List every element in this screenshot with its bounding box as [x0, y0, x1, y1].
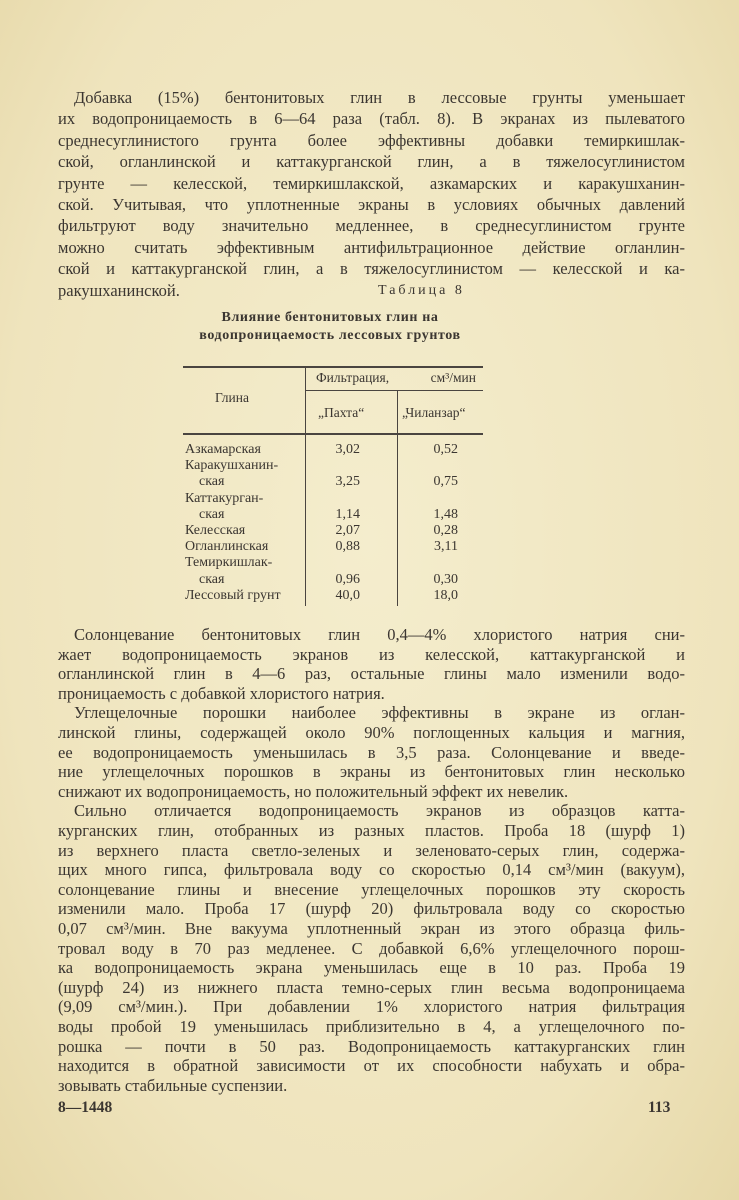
pakhta-value: 0,88: [335, 539, 360, 555]
text-line: ской, огланлинской и каттакурганской глин, а в тяжелосуглинистом: [58, 152, 685, 172]
clay-name: Каракушханин-: [185, 458, 279, 474]
clay-name: Лессовый грунт: [185, 587, 281, 603]
printer-signature: 8—1448: [58, 1099, 113, 1116]
table-top-rule: [183, 366, 483, 368]
chilanzar-value: 0,30: [433, 571, 458, 587]
text-line: Сильно отличается водопроницаемость экранов из образцов катта-: [74, 801, 685, 821]
header-filtration: Фильтрация, см³/мин: [316, 370, 476, 385]
text-line: зовывать стабильные суспензии.: [58, 1075, 288, 1095]
text-line: ка водопроницаемость экрана уменьшилась еще в 10 раз. Проба 19: [58, 958, 685, 978]
header-sub-rule: [305, 390, 483, 391]
text-line: ской. Учитывая, что уплотненные экраны в условиях обычных давлений: [58, 195, 685, 214]
text-line: огланлинской глин в 4—6 раз, остальные глины мало изменили водо-: [58, 664, 685, 684]
pakhta-value: 3,25: [335, 474, 360, 490]
text-line: воды пробой 19 уменьшилась приблизительно в 4, а углещелочного по-: [58, 1017, 685, 1036]
text-line: находится в обратной зависимости от их способности набухать и обра-: [58, 1056, 685, 1076]
pakhta-value: 3,02: [335, 442, 360, 457]
chilanzar-value: 18,0: [433, 587, 458, 603]
text-line: снижают их водопроницаемость, но положительный эффект их невелик.: [58, 781, 569, 801]
text-line: грунте — келесской, темиркишлакской, азкамарских и каракушханин-: [58, 173, 685, 193]
text-line: (шурф 24) из нижнего пласта темно-серых глин весьма водопроницаема: [58, 977, 685, 997]
clay-name: ская: [199, 571, 225, 587]
text-line: ние углещелочных порошков в экраны из бентонитовых глин несколько: [58, 762, 685, 782]
text-line: линской глины, содержащей около 90% поглощенных кальция и магния,: [58, 723, 685, 742]
pakhta-value: 40,0: [335, 587, 360, 603]
text-line: щих много гипса, фильтровала воду со скоростью 0,14 см³/мин (вакуум),: [58, 860, 685, 880]
header-chilanzar: „Чиланзар“: [402, 405, 466, 420]
text-line: рошка — почти в 50 раз. Водопроницаемость каттакурганских глин: [58, 1036, 685, 1056]
page-number: 113: [648, 1099, 671, 1116]
clay-name: Огланлинская: [185, 539, 269, 555]
text-line: (9,09 см³/мин.). При добавлении 1% хлористого натрия фильтрация: [58, 997, 685, 1017]
header-pakhta: „Пахта“: [318, 405, 365, 420]
clay-name: Темиркишлак-: [185, 555, 273, 571]
chilanzar-value: 0,52: [433, 442, 458, 457]
pakhta-value: 1,14: [335, 506, 360, 522]
text-line: ее водопроницаемость уменьшилась в 3,5 раза. Солонцевание и введе-: [58, 742, 685, 762]
table-caption: Таблица 8: [378, 283, 465, 298]
text-line: Углещелочные порошки наиболее эффективны в экране из оглан-: [74, 703, 685, 723]
text-line: проницаемость с добавкой хлористого натрия.: [58, 683, 385, 703]
text-line: жает водопроницаемость экранов из келесской, каттакурганской и: [58, 644, 685, 664]
text-line: фильтруют воду значительно медленнее, в среднесуглинистом грунте: [58, 216, 685, 236]
chilanzar-value: 0,75: [433, 474, 458, 490]
table-title: [160, 309, 500, 345]
text-line: 0,07 см³/мин. Вне вакуума уплотненный экран из этого образца филь-: [58, 919, 685, 938]
text-line: среднесуглинистого грунта более эффективны добавки темиркишлак-: [58, 130, 685, 150]
clay-name: Азкамарская: [185, 442, 261, 457]
text-line: ской и каттакурганской глин, а в тяжелосуглинистом — келесской и ка-: [58, 259, 685, 279]
clay-name: ская: [199, 506, 225, 522]
pakhta-value: 2,07: [335, 523, 360, 538]
text-line: ракушханинской.: [58, 280, 180, 300]
clay-name: ская: [199, 474, 225, 490]
header-clay: Глина: [215, 390, 249, 405]
clay-name: Келесская: [185, 523, 246, 538]
text-line: из верхнего пласта светло-зеленых и зеленовато-серых глин, содержа-: [58, 840, 685, 860]
text-line: Добавка (15%) бентонитовых глин в лессовые грунты уменьшает: [74, 88, 685, 107]
text-line: можно считать эффективным антифильтрационное действие огланлин-: [58, 237, 685, 257]
text-line: солонцевание глины и внесение углещелочных порошков эту скорость: [58, 879, 685, 899]
clay-name: Каттакурган-: [185, 490, 264, 506]
text-line: тровал воду в 70 раз медленее. С добавкой 6,6% углещелочного порош-: [58, 938, 685, 958]
chilanzar-value: 3,11: [434, 539, 458, 555]
pakhta-value: 0,96: [335, 571, 360, 587]
chilanzar-value: 0,28: [433, 523, 458, 538]
chilanzar-value: 1,48: [433, 506, 458, 522]
header-bottom-rule: [183, 433, 483, 435]
text-line: Солонцевание бентонитовых глин 0,4—4% хлористого натрия сни-: [74, 625, 685, 644]
text-line: их водопроницаемость в 6—64 раза (табл. 8). В экранах из пылеватого: [58, 109, 685, 129]
text-line: изменили мало. Проба 17 (шурф 20) фильтровала воду со скоростью: [58, 899, 685, 919]
table-title-line: Влияние бентонитовых глин на: [221, 310, 439, 325]
text-line: курганских глин, отобранных из разных пластов. Проба 18 (шурф 1): [58, 821, 685, 840]
table-title-line: водопроницаемость лессовых грунтов: [199, 328, 461, 343]
